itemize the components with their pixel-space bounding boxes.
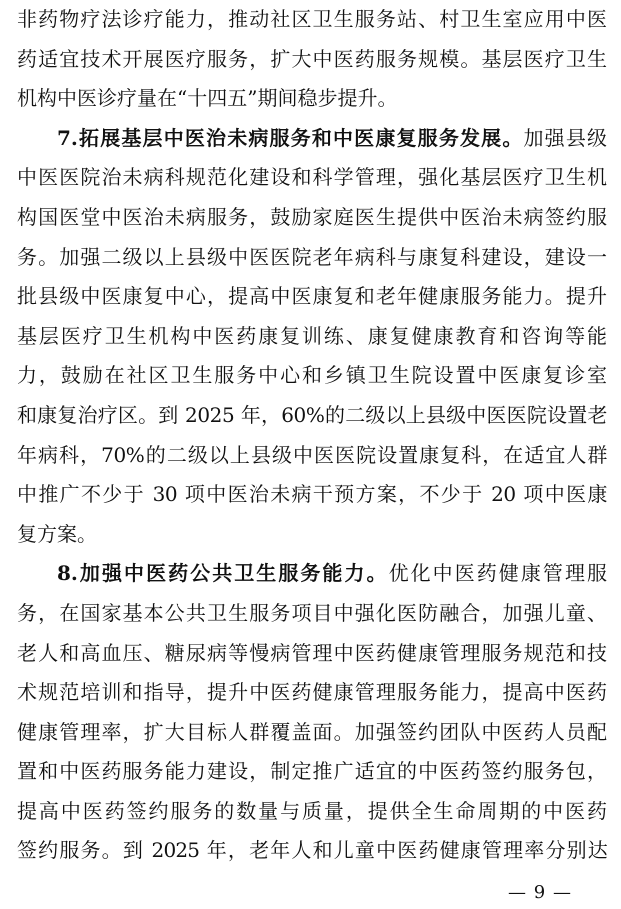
text-line: 签约服务。到 2025 年，老年人和儿童中医药健康管理率分别达 bbox=[17, 838, 607, 863]
text-line: 中推广不少于 30 项中医治未病干预方案，不少于 20 项中医康 bbox=[17, 482, 607, 507]
text-line: 基层医疗卫生机构中医药康复训练、康复健康教育和咨询等能 bbox=[17, 323, 607, 348]
text-line: 和康复治疗区。到 2025 年，60%的二级以上县级中医医院设置老 bbox=[17, 402, 607, 427]
section-7-first-line bbox=[17, 119, 607, 159]
text-line: 置和中医药服务能力建设，制定推广适宜的中医药签约服务包， bbox=[17, 759, 607, 784]
text-line: 力，鼓励在社区卫生服务中心和乡镇卫生院设置中医康复诊室 bbox=[17, 363, 607, 388]
body-text bbox=[17, 0, 607, 871]
section-7-lead-text: 加强县级 bbox=[523, 125, 607, 150]
text-line: 构国医堂中医治未病服务，鼓励家庭医生提供中医治未病签约服 bbox=[17, 204, 607, 229]
text-line: 中医医院治未病科规范化建设和科学管理，强化基层医疗卫生机 bbox=[17, 165, 607, 190]
text-line: 药适宜技术开展医疗服务，扩大中医药服务规模。基层医疗卫生 bbox=[17, 46, 607, 71]
section-8-lead-text: 优化中医药健康管理服 bbox=[388, 561, 607, 586]
section-8-heading: 8.加强中医药公共卫生服务能力。 bbox=[57, 561, 389, 586]
text-line: 务，在国家基本公共卫生服务项目中强化医防融合，加强儿童、 bbox=[17, 600, 607, 625]
text-line: 年病科，70%的二级以上县级中医医院设置康复科，在适宜人群 bbox=[17, 442, 607, 467]
section-8-first-line bbox=[17, 554, 607, 594]
page-number: — 9 — bbox=[508, 882, 572, 903]
text-line: 老人和高血压、糖尿病等慢病管理中医药健康管理服务规范和技 bbox=[17, 640, 607, 665]
text-line: 批县级中医康复中心，提高中医康复和老年健康服务能力。提升 bbox=[17, 284, 607, 309]
text-line: 健康管理率，扩大目标人群覆盖面。加强签约团队中医药人员配 bbox=[17, 719, 607, 744]
text-line: 复方案。 bbox=[17, 521, 97, 546]
text-line: 机构中医诊疗量在“十四五”期间稳步提升。 bbox=[17, 86, 398, 111]
text-line: 术规范培训和指导，提升中医药健康管理服务能力，提高中医药 bbox=[17, 680, 607, 705]
section-7-heading: 7.拓展基层中医治未病服务和中医康复服务发展。 bbox=[57, 125, 524, 150]
text-line: 非药物疗法诊疗能力，推动社区卫生服务站、村卫生室应用中医 bbox=[17, 7, 607, 31]
text-line: 务。加强二级以上县级中医医院老年病科与康复科建设，建设一 bbox=[17, 244, 607, 269]
text-line: 提高中医药签约服务的数量与质量，提供全生命周期的中医药 bbox=[17, 798, 607, 823]
